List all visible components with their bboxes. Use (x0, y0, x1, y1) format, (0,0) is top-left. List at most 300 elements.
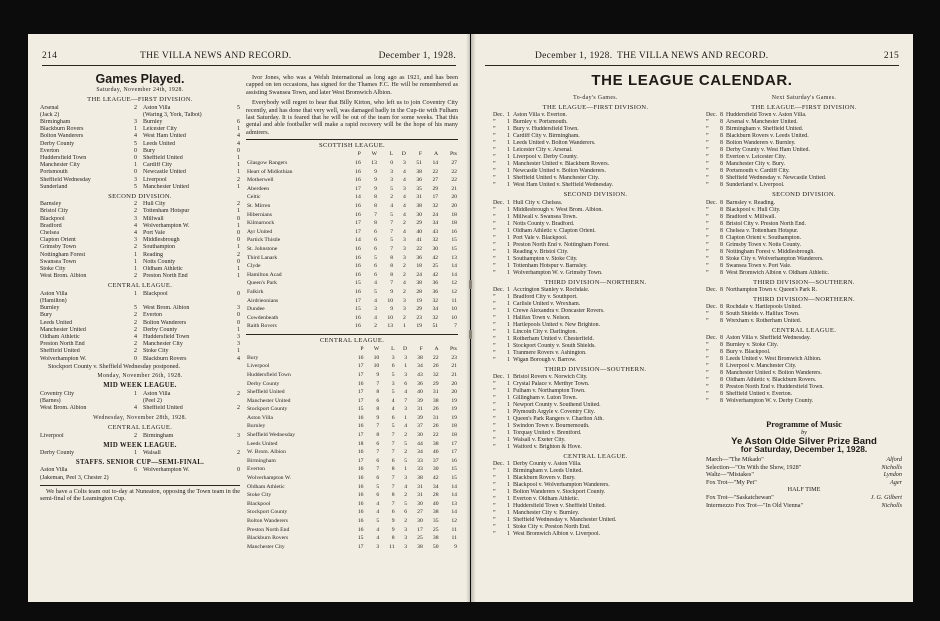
table-cell: 17 (357, 363, 364, 370)
away-team: Burnley (143, 119, 163, 126)
fixture-day: 1 (507, 140, 510, 147)
team-name: Motherwell (247, 177, 274, 184)
note-ivor-jones: Ivor Jones, who was a Welsh International as long ago as 1921, and has been capped on ten occasions, has signed for the Thames F.C. He will be remembered as assisting Swansea Town, and later West Bromwich Albion. (246, 74, 458, 96)
table-cell: 17 (357, 371, 364, 378)
fixture-month: Dec. (493, 461, 504, 468)
table-cell: 2 (404, 492, 408, 499)
programme-item (706, 479, 902, 487)
away-team: Aston Villa (143, 104, 171, 111)
table-cell: 14 (451, 483, 457, 490)
fixture-month: ” (706, 269, 709, 276)
table-row (246, 219, 458, 228)
table-cell: 30 (432, 245, 439, 252)
table-cell: 31 (417, 483, 423, 490)
fixture-row (493, 350, 698, 357)
fixture-game: Bolton Wanderers v. Stockport County. (513, 489, 606, 496)
table-row (246, 354, 458, 363)
home-team: Sheffield United (40, 348, 80, 355)
table-cell: 10 (373, 354, 380, 361)
fixture-day: 1 (507, 381, 510, 388)
fixture-game: Aston Villa v. Sheffield Wednesday. (726, 335, 811, 342)
away-score: 1 (237, 348, 240, 355)
fixture-row (493, 444, 698, 451)
table-row (246, 483, 458, 492)
fixture-game: Blackpool v. Wolverhampton Wanderers. (513, 482, 610, 489)
fixture-game: West Ham United v. Sheffield Wednesday. (513, 182, 613, 189)
column-header: L (389, 151, 394, 158)
table-cell: 6 (391, 414, 395, 421)
fixture-game: Aston Villa v. Everton. (513, 112, 567, 119)
table-cell: 11 (451, 297, 457, 304)
fixture-row (706, 304, 902, 311)
away-team: Newcastle United (143, 169, 186, 176)
fixture-row (706, 363, 902, 370)
home-score: 2 (134, 244, 137, 251)
away-team: Southampton (143, 244, 176, 251)
table-cell: 44 (417, 440, 423, 447)
team-name: Clyde (247, 263, 261, 270)
table-cell: 17 (355, 220, 361, 227)
table-cell: 6 (376, 397, 380, 404)
table-cell: 16 (355, 323, 361, 330)
table-cell: 30 (417, 518, 423, 524)
team-name: St. Mirren (247, 203, 271, 210)
league-calendar-title: THE LEAGUE CALENDAR. (591, 72, 793, 89)
table-cell: 31 (416, 194, 422, 201)
table-cell: 16 (355, 203, 361, 210)
fixture-day: 8 (720, 199, 723, 206)
result-row (40, 216, 240, 223)
fixture-day: 1 (507, 349, 510, 356)
away-team: Stoke City (143, 348, 169, 355)
away-team: Aston Villa (143, 390, 171, 397)
home-team: West Brom. Albion (40, 273, 87, 280)
home-team: Huddersfield Town (40, 155, 87, 162)
table-cell: 23 (451, 354, 457, 361)
fixture-game: Blackburn Rovers v. Bury. (513, 475, 576, 482)
home-score: 3 (134, 237, 137, 244)
table-cell: 21 (451, 363, 457, 370)
table-cell: 16 (357, 354, 364, 361)
table-cell: 4 (403, 228, 406, 235)
home-team: Burnley (40, 305, 60, 312)
home-score: 5 (134, 305, 137, 312)
fixture-game: Bolton Wanderers v. Burnley. (726, 140, 796, 147)
fixture-game: Sheffield United v. Everton. (726, 391, 793, 398)
table-cell: 5 (376, 483, 380, 490)
fixture-day: 1 (507, 461, 510, 468)
table-cell: 4 (404, 483, 408, 490)
table-cell: 7 (391, 449, 395, 456)
result-row (40, 327, 240, 334)
table-cell: 9 (390, 306, 394, 313)
table-cell: 18 (416, 263, 422, 270)
away-team: Port Vale (143, 230, 166, 237)
fixture-row (493, 221, 698, 228)
fixture-row (706, 175, 902, 182)
team-name: Falkirk (247, 288, 264, 295)
team-name: Aston Villa (247, 414, 273, 421)
table-cell: 8 (374, 220, 377, 227)
team-name: Glasgow Rangers (247, 160, 288, 167)
table-cell: 4 (374, 280, 377, 287)
result-row (40, 184, 240, 191)
away-team: West Brom. Albion (143, 305, 190, 312)
fixture-game: Everton v. Oldham Athletic. (513, 496, 580, 503)
home-team: Birmingham (40, 119, 71, 126)
fixture-day: 8 (720, 356, 723, 363)
table-cell: 5 (391, 371, 395, 378)
fixture-game: Liverpool v. Derby County. (513, 154, 578, 161)
team-name: Dundee (247, 306, 265, 313)
fixture-day: 8 (720, 154, 723, 161)
table-cell: 7 (376, 449, 380, 456)
table-cell: 7 (374, 211, 377, 218)
page-number: 215 (883, 51, 899, 61)
away-team: Tottenham Hotspur (143, 208, 190, 215)
fixture-game: Manchester City v. Bury. (726, 161, 785, 168)
home-score: 0 (134, 147, 137, 154)
fixture-month: ” (706, 255, 709, 262)
scottish-league-table (246, 150, 458, 330)
home-team: Bury (40, 312, 52, 319)
table-cell: 5 (374, 288, 377, 295)
away-score: 4 (237, 355, 240, 362)
fixture-month: ” (706, 213, 709, 220)
fixture-row (493, 147, 698, 154)
fixture-month: ” (706, 133, 709, 140)
table-cell: 9 (376, 414, 380, 421)
programme-item (706, 464, 902, 472)
table-cell: 16 (451, 228, 457, 235)
home-score: 1 (134, 258, 137, 265)
table-cell: 36 (432, 280, 439, 287)
table-cell: 26 (432, 363, 439, 370)
fixture-row (706, 318, 902, 325)
away-score: 1 (237, 222, 240, 229)
home-score: 2 (134, 312, 137, 319)
fixture-day: 8 (720, 175, 723, 182)
central-league-table-title: CENTRAL LEAGUE. (319, 336, 385, 344)
fixture-row (706, 140, 902, 147)
fixture-day: 1 (507, 335, 510, 342)
table-cell: 1 (404, 363, 408, 370)
fixture-row (706, 342, 902, 349)
table-row (246, 185, 458, 194)
fixture-day: 1 (507, 423, 510, 430)
home-team: West Brom. Albion (40, 404, 87, 411)
table-cell: 8 (376, 389, 380, 396)
fixture-game: Wrexham v. Rotherham United. (726, 318, 802, 325)
table-cell: 36 (416, 254, 422, 261)
fixture-game: Crystal Palace v. Merthyr Town. (513, 381, 590, 388)
fixture-row (706, 235, 902, 242)
table-cell: 43 (432, 228, 439, 235)
fixture-game: Wolverhampton W. v. Derby County. (726, 398, 814, 405)
fixture-month: ” (493, 423, 496, 430)
table-cell: 16 (355, 211, 361, 218)
result-row (40, 252, 240, 259)
fixture-month: ” (706, 140, 709, 147)
home-score: 2 (134, 432, 137, 439)
result-row (40, 291, 240, 298)
postponed-note: Stockport County v. Sheffield Wednesday postponed. (48, 362, 181, 370)
table-row (246, 491, 458, 500)
fixture-section-title: THIRD DIVISION—SOUTHERN. (753, 278, 855, 286)
home-score (129, 298, 137, 305)
fixture-game: Everton v. Leicester City. (726, 154, 786, 161)
table-row (246, 262, 458, 271)
home-score: 1 (134, 290, 137, 297)
home-score: 1 (134, 251, 137, 258)
table-cell: 5 (390, 237, 394, 244)
away-team: Leeds United (143, 140, 176, 147)
table-cell: 18 (451, 432, 457, 439)
programme-piece: March—"The Mikado" (706, 456, 764, 464)
table-cell: 27 (417, 509, 423, 516)
next-games-column (706, 92, 902, 597)
table-cell: 38 (416, 203, 422, 210)
date-heading: Monday, November 26th, 1928. (97, 373, 183, 380)
fixture-section-title: SECOND DIVISION. (563, 191, 628, 199)
table-cell: 7 (391, 500, 395, 507)
table-cell: 8 (391, 492, 395, 499)
table-cell: 10 (387, 297, 394, 304)
home-score: 3 (134, 215, 137, 222)
table-cell: 7 (391, 483, 395, 490)
fixture-game: Sheffield Wednesday v. Manchester United. (513, 517, 617, 524)
table-cell: 5 (374, 254, 377, 261)
fixture-row (493, 270, 698, 277)
fixture-month: ” (706, 398, 709, 405)
fixture-row (493, 287, 698, 294)
team-name: Sheffield Wednesday (247, 432, 296, 439)
home-team: Portsmouth (40, 169, 68, 176)
table-row (246, 474, 458, 483)
fixture-game: Halifax Town v. Nelson. (513, 314, 571, 321)
away-score: 0 (237, 290, 240, 297)
column-header: F (418, 151, 422, 158)
central-league-table (246, 345, 458, 551)
fixture-game: Tottenham Hotspur v. Barnsley. (513, 262, 588, 269)
fixture-month: ” (493, 300, 496, 307)
away-score: 1 (237, 183, 240, 190)
fixture-month: Dec. (493, 286, 504, 293)
table-cell: 3 (404, 475, 408, 482)
fixture-row (493, 475, 698, 482)
fixture-day: 1 (507, 307, 510, 314)
fixture-row (493, 168, 698, 175)
fixture-month: ” (493, 468, 496, 475)
home-team: Manchester City (40, 162, 80, 169)
table-cell: 31 (417, 406, 423, 413)
table-cell: 16 (357, 526, 364, 533)
table-cell: 29 (416, 306, 422, 313)
away-team (143, 298, 232, 305)
fixture-day: 1 (507, 374, 510, 381)
fixture-row (706, 161, 902, 168)
table-cell: 9 (374, 185, 377, 192)
result-row (40, 273, 240, 280)
table-cell: 12 (451, 518, 457, 524)
table-cell: 25 (417, 535, 423, 542)
table-cell: 5 (390, 185, 394, 192)
fixture-month: ” (493, 430, 496, 437)
table-cell: 19 (451, 397, 457, 404)
fixture-game: Grimsby Town v. Notts County. (726, 241, 801, 248)
table-row (246, 236, 458, 245)
fixture-month: ” (493, 402, 496, 409)
fixture-month: ” (493, 517, 496, 524)
result-row (40, 356, 240, 363)
table-cell: 43 (417, 371, 423, 378)
table-cell: 7 (390, 228, 394, 235)
fixture-month: Dec. (493, 199, 504, 206)
fixture-row (493, 402, 698, 409)
fixture-row (493, 409, 698, 416)
fixture-day: 1 (507, 255, 510, 262)
table-row (246, 500, 458, 509)
fixture-game: Accrington Stanley v. Rochdale. (513, 286, 590, 293)
fixture-month: ” (706, 262, 709, 269)
fixture-day: 1 (507, 503, 510, 510)
table-cell: 4 (403, 194, 406, 201)
section-title: SECOND DIVISION. (108, 193, 172, 201)
table-cell: 5 (391, 389, 395, 396)
team-name: Everton (247, 466, 266, 473)
table-cell: 40 (417, 389, 423, 396)
result-row (40, 244, 240, 251)
result-row (40, 305, 240, 312)
table-cell: 37 (417, 423, 423, 430)
table-cell: 9 (454, 543, 457, 550)
table-cell: 21 (451, 185, 457, 192)
table-cell: 7 (390, 220, 394, 227)
fixture-day: 1 (507, 213, 510, 220)
table-cell: 20 (451, 389, 457, 396)
table-cell: 17 (357, 389, 364, 396)
fixture-game: Birmingham v. Leeds United. (513, 468, 583, 475)
fixture-month: ” (706, 241, 709, 248)
fixture-month: ” (493, 255, 496, 262)
table-cell: 9 (374, 168, 377, 175)
fixture-row (493, 249, 698, 256)
team-name: Wolverhampton W. (247, 475, 292, 482)
table-cell: 30 (416, 211, 422, 218)
away-score (232, 298, 240, 305)
away-team: (Peel 2) (143, 397, 162, 404)
table-cell: 6 (376, 457, 380, 464)
home-score: 1 (134, 266, 137, 273)
column-header: W (373, 346, 380, 353)
table-cell: 13 (451, 500, 457, 507)
home-team: Bristol City (40, 208, 69, 215)
result-row (40, 450, 240, 457)
table-cell: 33 (417, 457, 423, 464)
result-row (40, 177, 240, 184)
fixture-row (493, 235, 698, 242)
home-team: Wolverhampton W. (40, 355, 87, 362)
table-cell: 42 (432, 254, 439, 261)
fixture-month: ” (493, 489, 496, 496)
home-team: Bolton Wanderers (40, 133, 84, 140)
table-cell: 16 (357, 492, 364, 499)
table-cell: 19 (416, 323, 422, 330)
table-cell: 9 (376, 371, 380, 378)
column-header (246, 150, 346, 159)
away-team: Huddersfield Town (143, 333, 190, 340)
fixture-game: Bristol City v. Preston North End. (726, 220, 806, 227)
team-name: W. Brom. Albion (247, 449, 286, 456)
away-score: 0 (237, 258, 240, 265)
programme-piece: Waltz—"Mistakes" (706, 471, 754, 479)
issue-date: December 1, 1928. (378, 51, 456, 61)
table-cell: 9 (390, 288, 394, 295)
table-row (246, 517, 458, 526)
table-row (246, 202, 458, 211)
table-cell: 3 (404, 406, 408, 413)
date-heading: Saturday, November 24th, 1928. (96, 87, 184, 94)
table-cell: 6 (404, 509, 408, 516)
table-cell: 20 (451, 380, 457, 387)
fixture-game: Burnley v. Stoke City. (726, 342, 779, 349)
table-cell: 14 (355, 194, 361, 201)
fixture-month: ” (493, 213, 496, 220)
table-cell: 19 (451, 406, 457, 413)
away-team: Notts County (143, 258, 176, 265)
table-cell: 22 (432, 168, 439, 175)
fixture-month: ” (706, 220, 709, 227)
home-team: Aston Villa (40, 467, 68, 474)
table-cell: 16 (357, 483, 364, 490)
away-team: Liverpool (143, 176, 167, 183)
fixture-section-title: THIRD DIVISION—NORTHERN. (752, 295, 856, 303)
table-cell: 38 (416, 280, 422, 287)
table-cell: 6 (376, 440, 380, 447)
home-score: 4 (134, 133, 137, 140)
table-cell: 36 (417, 380, 423, 387)
fixture-month: ” (493, 234, 496, 241)
team-name: Stockport County (247, 406, 288, 413)
table-cell: 32 (432, 371, 439, 378)
fixture-row (493, 228, 698, 235)
result-row (40, 237, 240, 244)
table-cell: 7 (376, 423, 380, 430)
table-cell: 9 (391, 518, 395, 524)
table-cell: 3 (404, 371, 408, 378)
fixture-row (706, 154, 902, 161)
away-team: Blackburn Rovers (143, 355, 187, 362)
fixture-month: ” (706, 356, 709, 363)
fixture-day: 1 (507, 321, 510, 328)
table-cell: 34 (417, 363, 423, 370)
table-cell: 42 (432, 271, 439, 278)
fixture-month: ” (493, 248, 496, 255)
away-team: Bolton Wanderers (143, 319, 187, 326)
table-cell: 38 (417, 354, 423, 361)
team-name: Partick Thistle (247, 237, 281, 244)
home-team: Swansea Town (40, 258, 76, 265)
table-cell: 2 (403, 288, 406, 295)
table-cell: 3 (403, 185, 406, 192)
table-cell: 31 (432, 414, 439, 421)
fixture-day: 8 (720, 363, 723, 370)
fixture-game: Hull City v. Chelsea. (513, 199, 563, 206)
table-row (246, 228, 458, 237)
fixture-row (493, 395, 698, 402)
right-page (471, 34, 913, 602)
fixture-game: Bury v. Blackpool. (726, 349, 771, 356)
